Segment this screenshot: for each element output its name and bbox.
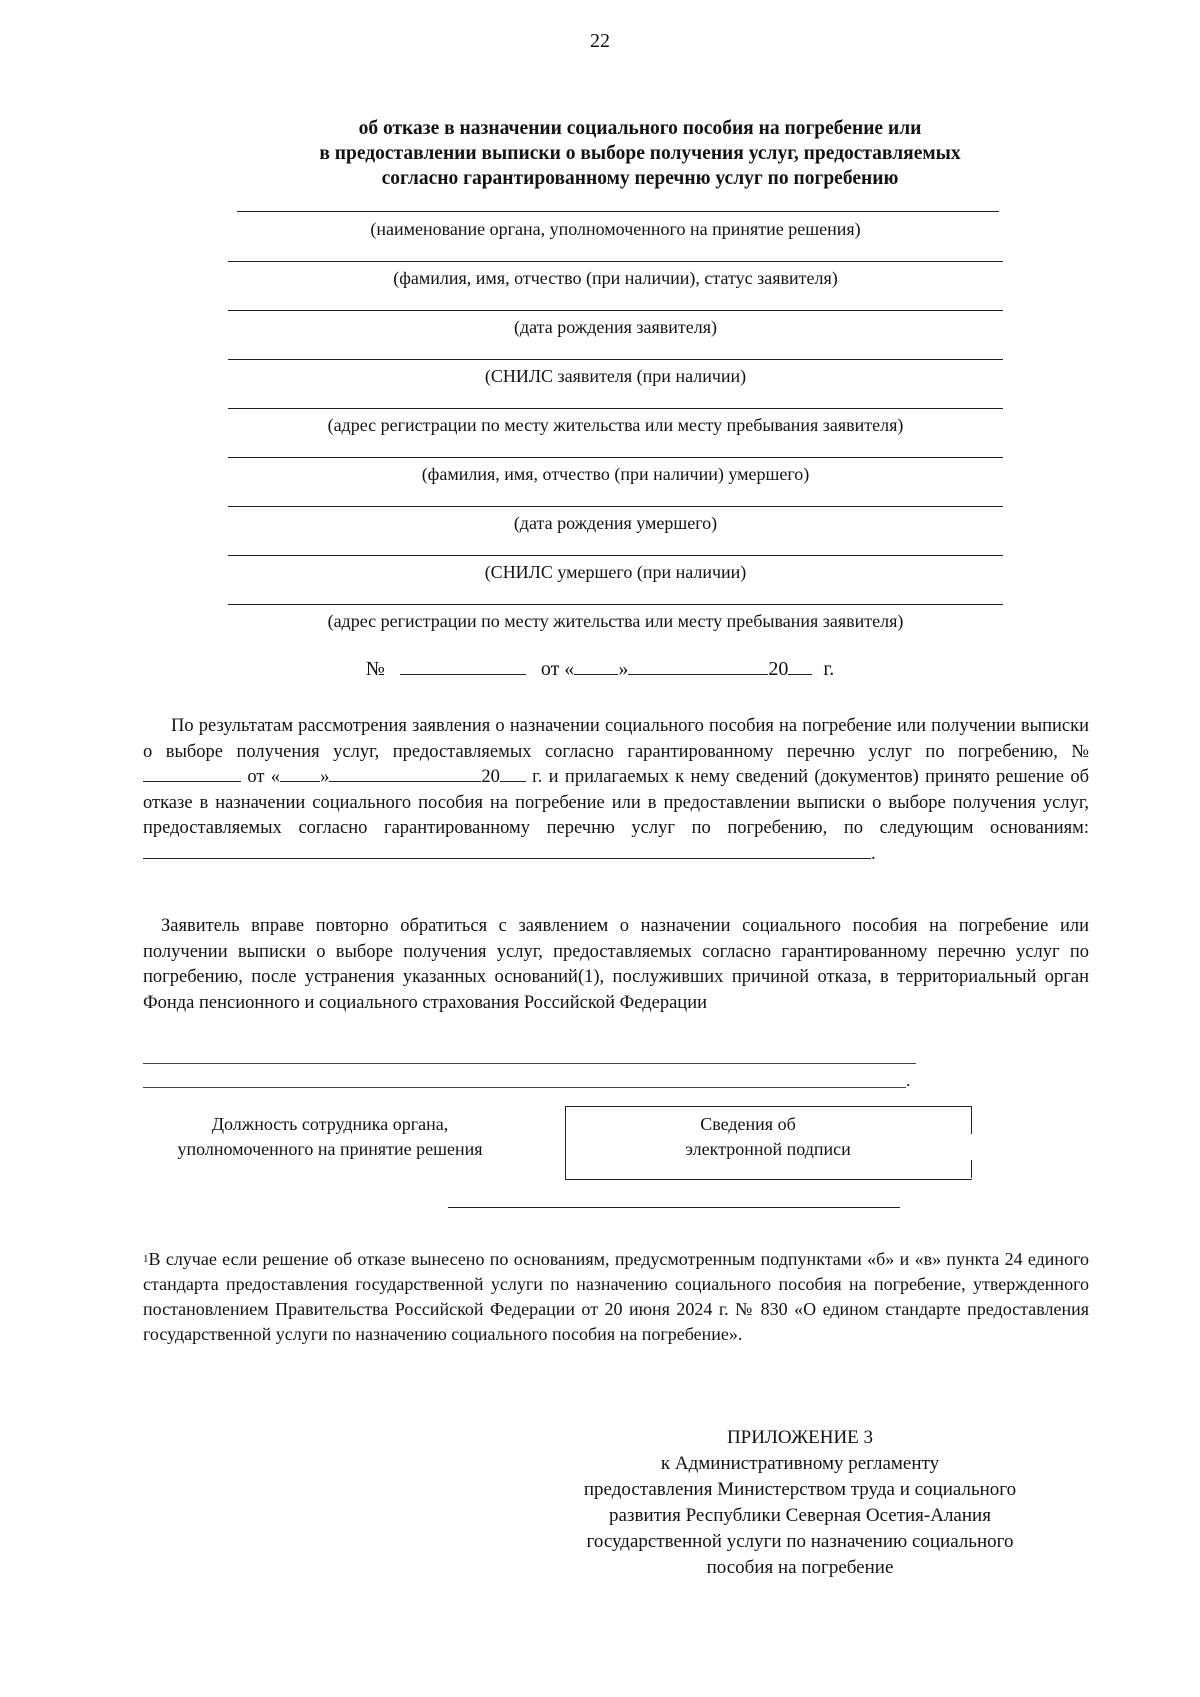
appendix-line: государственной услуги по назначению социального xyxy=(586,1531,1014,1552)
field-caption: (СНИЛС заявителя (при наличии) xyxy=(484,366,747,386)
field-caption: (наименование органа, уполномоченного на принятие решения) xyxy=(370,219,861,239)
field-caption: (фамилия, имя, отчество (при наличии) умершего) xyxy=(421,464,810,484)
appendix-heading xyxy=(540,1425,1060,1581)
blank-line xyxy=(228,359,1003,360)
paragraph-text: По результатам рассмотрения заявления о назначении социального пособия на погребение или получении выписки о выборе получения услуг, предоставляемых согласно гарантированному перечню услуг по погребению, № xyxy=(143,716,1089,762)
appendix-title: ПРИЛОЖЕНИЕ 3 xyxy=(726,1427,874,1448)
appendix-line: пособия на погребение xyxy=(706,1557,894,1578)
esignature-box-edge xyxy=(971,1160,972,1178)
title-line: согласно гарантированному перечню услуг по погребению xyxy=(381,168,899,189)
appendix-line: предоставления Министерством труда и социального xyxy=(583,1479,1017,1500)
number-sign: № xyxy=(365,658,385,680)
year-prefix: 20 xyxy=(481,767,500,787)
blank-line xyxy=(228,555,1003,556)
month-blank xyxy=(329,765,481,782)
paragraph-end: . xyxy=(906,1070,911,1090)
footnote-marker: 1 xyxy=(143,1253,149,1265)
blank-line xyxy=(237,211,999,212)
blank-line xyxy=(228,261,1003,262)
title-line: об отказе в назначении социального пособия на погребение или xyxy=(358,118,922,139)
field-caption: (фамилия, имя, отчество (при наличии), статус заявителя) xyxy=(393,268,838,288)
field-caption: (СНИЛС умершего (при наличии) xyxy=(484,562,747,582)
day-blank xyxy=(280,765,320,782)
close-quote: » xyxy=(320,767,330,787)
position-line: Должность сотрудника органа, xyxy=(211,1114,449,1134)
number-blank xyxy=(400,656,526,675)
blank-line xyxy=(228,604,1003,605)
title-line: в предоставлении выписки о выборе получения услуг, предоставляемых xyxy=(319,143,961,164)
esignature-info xyxy=(565,1112,971,1162)
official-position xyxy=(140,1112,520,1162)
close-quote: » xyxy=(618,658,629,680)
paragraph-end: . xyxy=(871,843,876,864)
field-caption: (дата рождения заявителя) xyxy=(513,317,718,337)
year-blank xyxy=(788,656,812,675)
page-number: 22 xyxy=(590,30,610,52)
footnote-text: В случае если решение об отказе вынесено по основаниям, предусмотренным подпунктами «б» и «в» пункта 24 единого стандарта предоставления государственной услуги по назначению социального пособия на погребение, утвержденного постановлением Правительства Российской Федерации от 20 июня 2024 г. № 830 «О едином стандарте предоставления государственной услуги по назначению социального пособия на погребение». xyxy=(143,1249,1089,1344)
esign-line: Сведения об xyxy=(700,1114,796,1134)
position-line: уполномоченного на принятие решения xyxy=(177,1139,483,1159)
esign-line: электронной подписи xyxy=(685,1139,851,1159)
decision-paragraph xyxy=(143,714,1089,867)
paragraph-text: Заявитель вправе повторно обратиться с заявлением о назначении социального пособия на погребение или получении выписки о выборе получения услуг, предоставляемых согласно гарантированному перечню услуг по погребению, после устранения указанных оснований(1), послуживших причиной отказа, в территориальный орган Фонда пенсионного и социального страхования Российской Федерации xyxy=(143,916,1089,1013)
decision-number-row xyxy=(0,656,1200,681)
date-from-label: от « xyxy=(540,658,575,680)
blank-line xyxy=(228,408,1003,409)
number-blank xyxy=(143,765,241,782)
day-blank xyxy=(574,656,618,675)
month-blank xyxy=(628,656,768,675)
blank-line xyxy=(228,506,1003,507)
appendix-line: развития Республики Северная Осетия-Алания xyxy=(609,1505,991,1526)
field-caption: (адрес регистрации по месту жительства или месту пребывания заявителя) xyxy=(327,611,904,631)
date-from-label: от « xyxy=(247,767,281,787)
blank-line xyxy=(228,310,1003,311)
year-suffix: г. xyxy=(823,658,835,680)
year-blank xyxy=(500,765,526,782)
signature-line xyxy=(448,1207,900,1208)
grounds-blank xyxy=(143,842,871,859)
year-prefix: 20 xyxy=(768,658,789,680)
appendix-line: к Административному регламенту xyxy=(660,1453,940,1474)
paragraph-text: г. и прилагаемых к нему сведений (документов) принято решение об отказе в назначении социального пособия на погребение или в предоставлении выписки о выборе получения услуг, предоставляемых согласно гарантированному перечню услуг по погребению, по следующим основаниям: xyxy=(143,767,1090,838)
esignature-box-edge xyxy=(971,1106,972,1134)
document-title xyxy=(200,116,1080,191)
blank-line xyxy=(143,1087,906,1088)
footnote xyxy=(143,1247,1089,1347)
blank-line xyxy=(228,457,1003,458)
appeal-paragraph xyxy=(143,914,1089,1016)
blank-line xyxy=(143,1063,916,1064)
field-caption: (дата рождения умершего) xyxy=(513,513,718,533)
field-caption: (адрес регистрации по месту жительства или месту пребывания заявителя) xyxy=(327,415,904,435)
